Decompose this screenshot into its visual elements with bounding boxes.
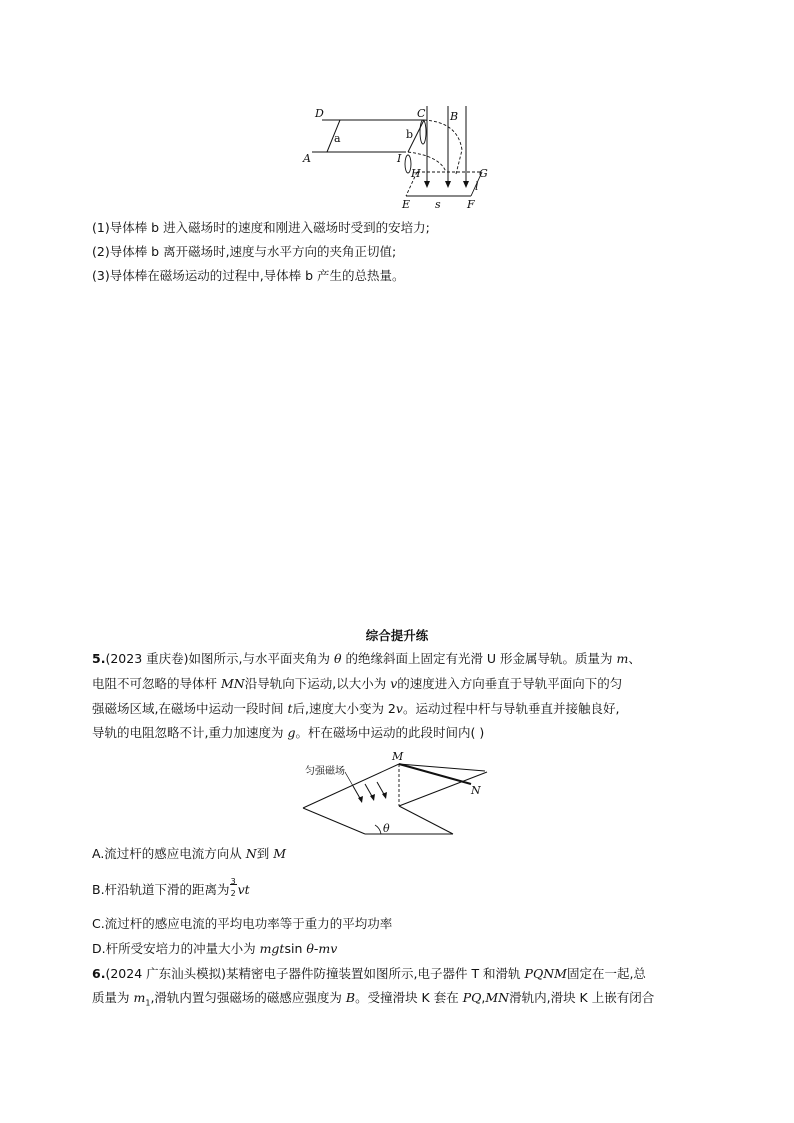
q5-line-2: 电阻不可忽略的导体杆 MN沿导轨向下运动,以大小为 v的速度进入方向垂直于导轨平面向下的匀 (92, 676, 623, 691)
label-C: C (417, 107, 426, 120)
label-a: a (334, 132, 341, 145)
hanging-loop-upper (420, 120, 426, 144)
label-B: B (450, 110, 459, 123)
label-s: s (435, 198, 441, 211)
q5-line-3: 强磁场区域,在磁场中运动一段时间 t后,速度大小变为 2v。运动过程中杆与导轨垂直并接触良好, (92, 701, 620, 716)
label-I: I (397, 152, 402, 165)
q5-option-a: A.流过杆的感应电流方向从 N到 M (92, 846, 287, 861)
q5-number: 5. (92, 651, 106, 666)
figure-incline-rail (295, 746, 505, 838)
label-l: l (475, 180, 479, 193)
incline-front-edge (303, 808, 365, 834)
field-label-pointer (345, 772, 353, 786)
label-field: 匀强磁场 (305, 766, 345, 777)
fraction: 3 2 (230, 877, 236, 898)
label-N: N (471, 784, 481, 797)
q6-line-2: 质量为 $m_1$,滑轨内置匀强磁场的磁感应强度为 B。受撞滑块 K 套在 PQ,MN滑轨内,滑块 K 上嵌有闭合 (92, 990, 655, 1008)
label-F: F (467, 198, 475, 211)
label-A: A (303, 152, 311, 165)
label-b: b (406, 128, 414, 141)
q4-item-1: (1)导体棒 b 进入磁场时的速度和刚进入磁场时受到的安培力; (92, 220, 430, 235)
angle-arc (375, 825, 381, 834)
q5-line-4: 导轨的电阻忽略不计,重力加速度为 g。杆在磁场中运动的此段时间内( ) (92, 725, 485, 740)
q6-number: 6. (92, 966, 106, 981)
q6-line-1: 6.(2024 广东汕头模拟)某精密电子器件防撞装置如图所示,电子器件 T 和滑轨 PQNM固定在一起,总 (92, 966, 646, 981)
trajectory-upper (424, 120, 462, 174)
label-M: M (392, 750, 404, 763)
section-title: 综合提升练 (365, 628, 429, 643)
q5-option-d: D.杆所受安培力的冲量大小为 mgtsin θ-mv (92, 941, 338, 956)
q5-option-b: B.杆沿轨道下滑的距离为 3 2 vt (92, 877, 250, 898)
q5-line-1: 5.(2023 重庆卷)如图所示,与水平面夹角为 θ 的绝缘斜面上固定有光滑 U 形金属导轨。质量为 m、 (92, 651, 641, 666)
incline-right-edge (399, 806, 453, 834)
label-E: E (402, 198, 411, 211)
q4-item-3: (3)导体棒在磁场运动的过程中,导体棒 b 产生的总热量。 (92, 268, 405, 283)
label-H: H (411, 167, 421, 180)
label-G: G (479, 167, 488, 180)
q4-item-2: (2)导体棒 b 离开磁场时,速度与水平方向的夹角正切值; (92, 244, 397, 259)
label-theta: θ (383, 822, 390, 835)
label-D: D (315, 107, 324, 120)
q5-option-c: C.流过杆的感应电流的平均电功率等于重力的平均功率 (92, 916, 393, 931)
figure-rail-diagram (300, 100, 500, 215)
